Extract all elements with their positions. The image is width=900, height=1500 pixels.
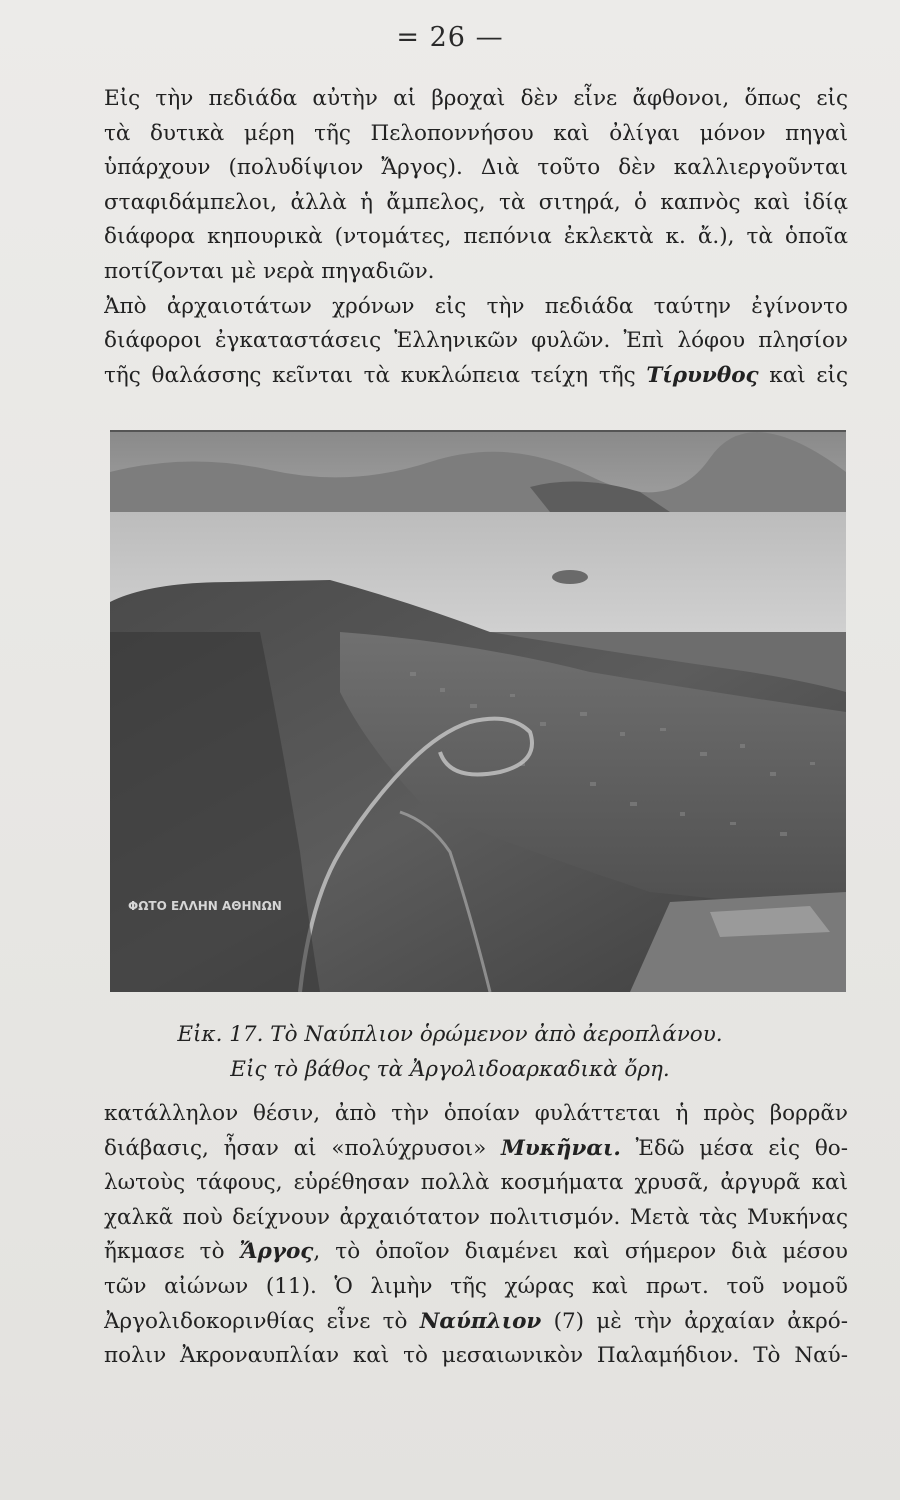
- text-fragment: καὶ εἰς: [758, 362, 848, 388]
- text-line: κατάλληλον θέσιν, ἀπὸ τὴν ὁποίαν φυλάττεται ἡ πρὸς βορρᾶν: [104, 1101, 848, 1126]
- text-fragment: Ἐδῶ μέσα εἰς θο-: [620, 1135, 848, 1161]
- text-line: Ἀπὸ ἀρχαιοτάτων χρόνων εἰς τὴν πεδιάδα ταύτην ἐγίνοντο: [104, 293, 848, 319]
- text-line: ποτίζονται μὲ νερὰ πηγαδιῶν.: [104, 258, 435, 284]
- text-line: χαλκᾶ ποὺ δείχνουν ἀρχαιότατον πολιτισμόν. Μετὰ τὰς Μυκήνας: [104, 1204, 848, 1230]
- place-name-tiryns: Τίρυνθος: [646, 362, 759, 388]
- text-fragment: (7) μὲ τὴν ἀρχαίαν ἀκρό-: [541, 1308, 848, 1334]
- text-line: τῶν αἰώνων (11). Ὁ λιμὴν τῆς χώρας καὶ πρωτ. τοῦ νομοῦ: [104, 1273, 848, 1299]
- text-line: διάφοροι ἐγκαταστάσεις Ἑλληνικῶν φυλῶν. Ἐπὶ λόφου πλησίον: [104, 328, 848, 354]
- text-fragment: Ἀργολιδοκορινθίας εἶνε τὸ: [104, 1308, 420, 1334]
- paragraph-bottom: [104, 1097, 848, 1374]
- paragraph-top: [104, 82, 848, 393]
- place-name-nafplion: Ναύπλιον: [419, 1308, 542, 1334]
- figure-caption-line-2: Εἰς τὸ βάθος τὰ Ἀργολιδοαρκαδικὰ ὄρη.: [230, 1057, 670, 1082]
- text-line: [104, 359, 848, 394]
- text-line: τὰ δυτικὰ μέρη τῆς Πελοποννήσου καὶ ὀλίγαι μόνον πηγαὶ: [104, 120, 848, 146]
- text-line: [104, 1132, 848, 1167]
- text-line: πολιν Ἀκροναυπλίαν καὶ τὸ μεσαιωνικὸν Παλαμήδιον. Τὸ Ναύ-: [104, 1343, 848, 1369]
- photo-watermark: ΦΩΤΟ ΕΛΛΗΝ ΑΘΗΝΩΝ: [128, 899, 282, 913]
- text-line: [104, 1305, 848, 1340]
- text-line: ὑπάρχουν (πολυδίψιον Ἄργος). Διὰ τοῦτο δὲν καλλιεργοῦνται: [104, 155, 848, 181]
- figure-caption-line-1: Εἰκ. 17. Τὸ Ναύπλιον ὁρώμενον ἀπὸ ἀεροπλάνου.: [177, 1022, 723, 1047]
- text-line: σταφιδάμπελοι, ἀλλὰ ἡ ἄμπελος, τὰ σιτηρά, ὁ καπνὸς καὶ ἰδίᾳ: [104, 189, 848, 215]
- text-line: Εἰς τὴν πεδιάδα αὐτὴν αἱ βροχαὶ δὲν εἶνε ἄφθονοι, ὅπως εἰς: [104, 86, 848, 111]
- text-line: διάφορα κηπουρικὰ (ντομάτες, πεπόνια ἐκλεκτὰ κ. ἄ.), τὰ ὁποῖα: [104, 224, 848, 250]
- photo-illustration: [110, 432, 846, 992]
- text-fragment: ἤκμασε τὸ: [104, 1239, 240, 1265]
- text-fragment: διάβασις, ἦσαν αἱ «πολύχρυσοι»: [104, 1135, 502, 1161]
- photo-nafplion-aerial: [110, 430, 846, 992]
- text-fragment: τῆς θαλάσσης κεῖνται τὰ κυκλώπεια τείχη τῆς: [104, 362, 647, 388]
- text-line: λωτοὺς τάφους, εὑρέθησαν πολλὰ κοσμήματα χρυσᾶ, ἀργυρᾶ καὶ: [104, 1170, 848, 1196]
- page-number: = 26 —: [396, 22, 504, 53]
- place-name-mycenae: Μυκῆναι.: [501, 1135, 621, 1161]
- place-name-argos: Ἄργος: [239, 1239, 314, 1265]
- text-fragment: , τὸ ὁποῖον διαμένει καὶ σήμερον διὰ μέσου: [313, 1239, 848, 1265]
- text-line: [104, 1235, 848, 1270]
